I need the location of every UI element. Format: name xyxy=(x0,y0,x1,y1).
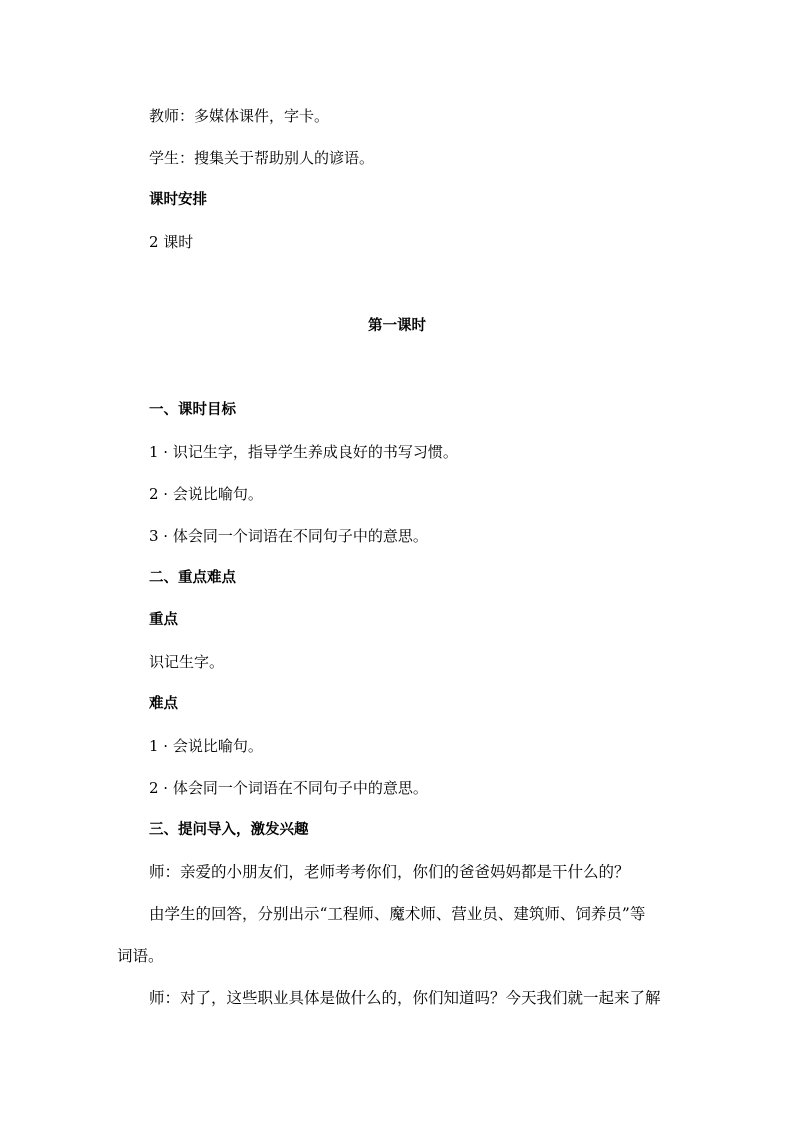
difficulty-item: 1 · 会说比喻句。 xyxy=(149,737,263,755)
difficulty-label: 难点 xyxy=(149,696,178,712)
key-points-heading: 二、重点难点 xyxy=(149,570,236,586)
goals-heading: 一、课时目标 xyxy=(149,402,236,418)
goal-item: 3 · 体会同一个词语在不同句子中的意思。 xyxy=(149,527,428,545)
intro-heading: 三、提问导入，激发兴趣 xyxy=(149,822,309,838)
prep-teacher: 教师：多媒体课件，字卡。 xyxy=(149,107,330,125)
focus-text: 识记生字。 xyxy=(149,653,225,671)
goal-item: 1 · 识记生字，指导学生养成良好的书写习惯。 xyxy=(149,443,458,461)
lesson-title: 第一课时 xyxy=(368,318,426,334)
focus-label: 重点 xyxy=(149,612,178,628)
goal-item: 2 · 会说比喻句。 xyxy=(149,485,263,503)
prep-student: 学生：搜集关于帮助别人的谚语。 xyxy=(149,149,375,167)
difficulty-item: 2 · 体会同一个词语在不同句子中的意思。 xyxy=(149,779,428,797)
schedule-heading: 课时安排 xyxy=(149,192,207,208)
intro-paragraph-3: 师：对了，这些职业具体是做什么的，你们知道吗？今天我们就一起来了解 xyxy=(149,989,661,1007)
intro-paragraph-2-line-1: 由学生的回答，分别出示“工程师、魔术师、营业员、建筑师、饲养员”等 xyxy=(149,905,646,923)
intro-paragraph-1: 师：亲爱的小朋友们，老师考考你们，你们的爸爸妈妈都是干什么的？ xyxy=(149,863,630,881)
intro-paragraph-2-line-2: 词语。 xyxy=(117,947,164,965)
schedule-value: 2 课时 xyxy=(149,233,194,251)
